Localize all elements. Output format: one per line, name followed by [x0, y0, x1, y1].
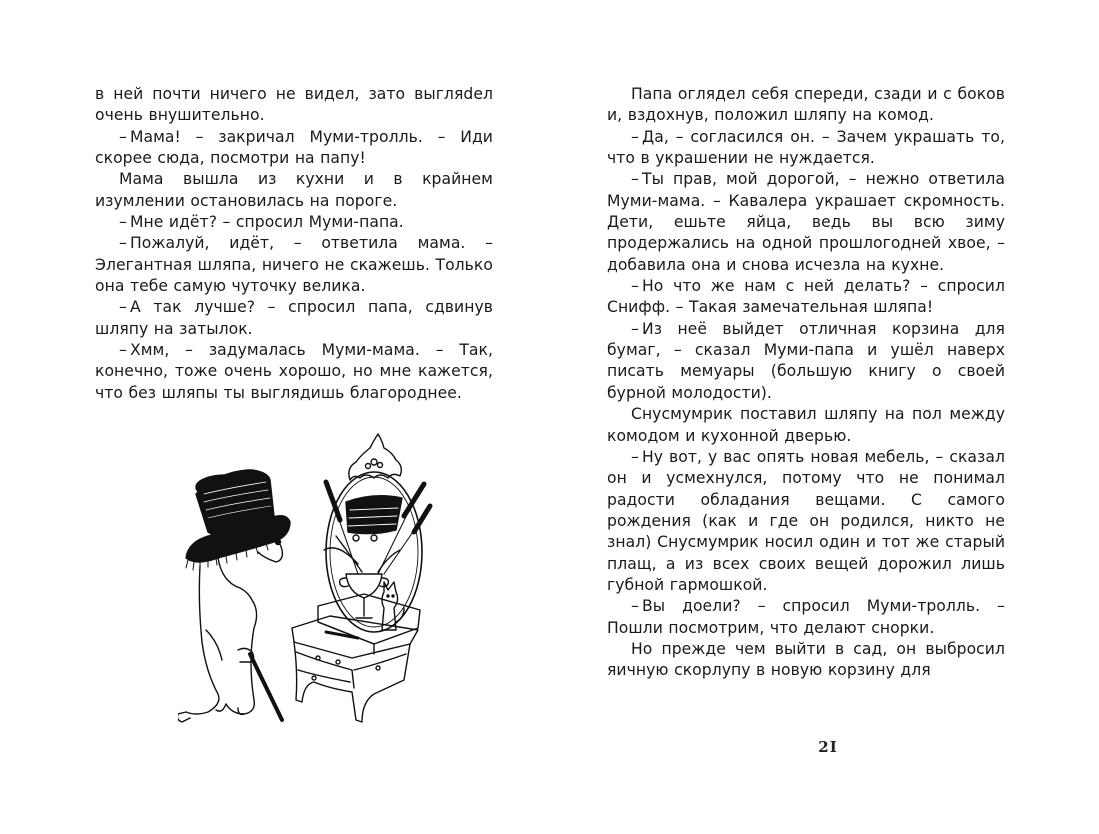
paragraph: Мама вышла из кухни и в крайнем изумлении остановилась на пороге.	[95, 170, 493, 210]
paragraph: Снусмумрик поставил шляпу на пол между комодом и кухонной дверью.	[607, 405, 1005, 445]
paragraph: – Пожалуй, идёт, – ответила мама. – Элегантная шляпа, ничего не скажешь. Только она тебе самую чуточку велика.	[95, 234, 493, 296]
page-number: 2I	[818, 738, 838, 756]
left-text-column	[95, 84, 493, 404]
right-page	[550, 0, 1099, 834]
paragraph: – Вы доели? – спросил Муми-тролль. – Пошли посмотрим, что делают снорки.	[607, 597, 1005, 637]
paragraph: – Из неё выйдет отличная корзина для бумаг, – сказал Муми-папа и ушёл наверх писать мемуары (большую книгу о своей бурной молодости).	[607, 319, 1005, 402]
paragraph: Но прежде чем выйти в сад, он выбросил яичную скорлупу в новую корзину для	[607, 639, 1005, 680]
paragraph: Папа оглядел себя спереди, сзади и с боков и, вздохнув, положил шляпу на комод.	[607, 85, 1005, 125]
paragraph: – Мне идёт? – спросил Муми-папа.	[119, 213, 404, 232]
paragraph: – Ты прав, мой дорогой, – нежно ответила Муми-мама. – Кавалера украшает скромность. Дети, ешьте яйца, ведь вы всю зиму продержались на одной прошлогодней хвое, – добавила она и снова исчезла на кухне.	[607, 170, 1005, 274]
cat-figurine	[382, 582, 404, 630]
mirror	[326, 434, 422, 632]
paragraph: в ней почти ничего не видел, зато выгляdел очень внушительно.	[95, 85, 493, 125]
paragraph: – Хмм, – задумалась Муми-мама. – Так, конечно, тоже очень хорошо, но мне кажется, что без шляпы ты выглядишь благороднее.	[95, 341, 493, 402]
chest-of-drawers	[292, 594, 420, 722]
paragraph: – Мама! – закричал Муми-тролль. – Иди скорее сюда, посмотри на папу!	[95, 127, 493, 168]
top-hat-icon	[186, 470, 290, 570]
cane	[250, 654, 282, 720]
paragraph: – Ну вот, у вас опять новая мебель, – сказал он и усмехнулся, потому что не понимал радости обладания вещами. С самого рождения (как и где он родился, никто не знал) Снусмумрик носил один и тот же старый плащ, а из всех своих вещей дорожил лишь губной гармошкой.	[607, 447, 1005, 594]
paragraph: – Да, – согласился он. – Зачем украшать то, что в украшении не нуждается.	[607, 127, 1005, 168]
moominpappa-illustration	[178, 432, 434, 724]
paragraph: – Но что же нам с ней делать? – спросил Снифф. – Такая замечательная шляпа!	[607, 277, 1005, 317]
paragraph: – А так лучше? – спросил папа, сдвинув шляпу на затылок.	[95, 298, 493, 338]
left-page	[0, 0, 549, 834]
right-text-column	[607, 84, 1005, 682]
